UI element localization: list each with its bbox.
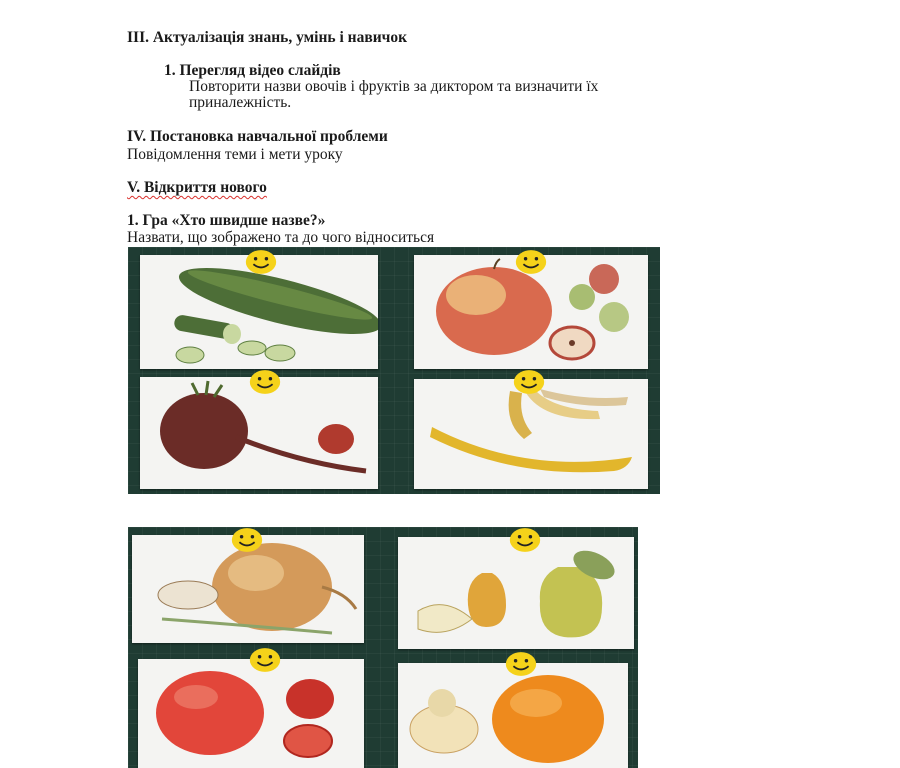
- smiley-magnet-icon: [248, 369, 282, 395]
- orange-image: [398, 663, 628, 768]
- card-beetroot: [140, 377, 378, 489]
- item-1-title: 1. Перегляд відео слайдів: [164, 62, 341, 79]
- section-5-heading: V. Відкриття нового: [127, 179, 267, 196]
- section-4-text: Повідомлення теми і мети уроку: [127, 146, 343, 163]
- section-4-heading: IV. Постановка навчальної проблеми: [127, 128, 388, 145]
- smiley-magnet-icon: [514, 249, 548, 275]
- smiley-magnet-icon: [504, 651, 538, 677]
- card-apple: [414, 255, 648, 369]
- smiley-magnet-icon: [508, 527, 542, 553]
- card-orange: [398, 663, 628, 768]
- photo-board-2: [128, 527, 638, 768]
- section-3-heading: III. Актуалізація знань, умінь і навичок: [127, 29, 408, 46]
- smiley-magnet-icon: [244, 249, 278, 275]
- game-instruction: Назвати, що зображено та до чого відноситься: [127, 229, 435, 246]
- card-banana: [414, 379, 648, 489]
- smiley-magnet-icon: [230, 527, 264, 553]
- tomato-image: [138, 659, 364, 768]
- banana-image: [414, 379, 648, 489]
- card-tomato: [138, 659, 364, 768]
- card-pear: [398, 537, 634, 649]
- pear-image: [398, 537, 634, 649]
- photo-board-1: [128, 247, 660, 494]
- item-1-text-line-2: приналежність.: [189, 94, 292, 111]
- smiley-magnet-icon: [248, 647, 282, 673]
- card-onion: [132, 535, 364, 643]
- smiley-magnet-icon: [512, 369, 546, 395]
- game-title: 1. Гра «Хто швидше назве?»: [127, 212, 326, 229]
- card-cucumber: [140, 255, 378, 369]
- item-1-text-line-1: Повторити назви овочів і фруктів за диктором та визначити їх: [189, 78, 599, 95]
